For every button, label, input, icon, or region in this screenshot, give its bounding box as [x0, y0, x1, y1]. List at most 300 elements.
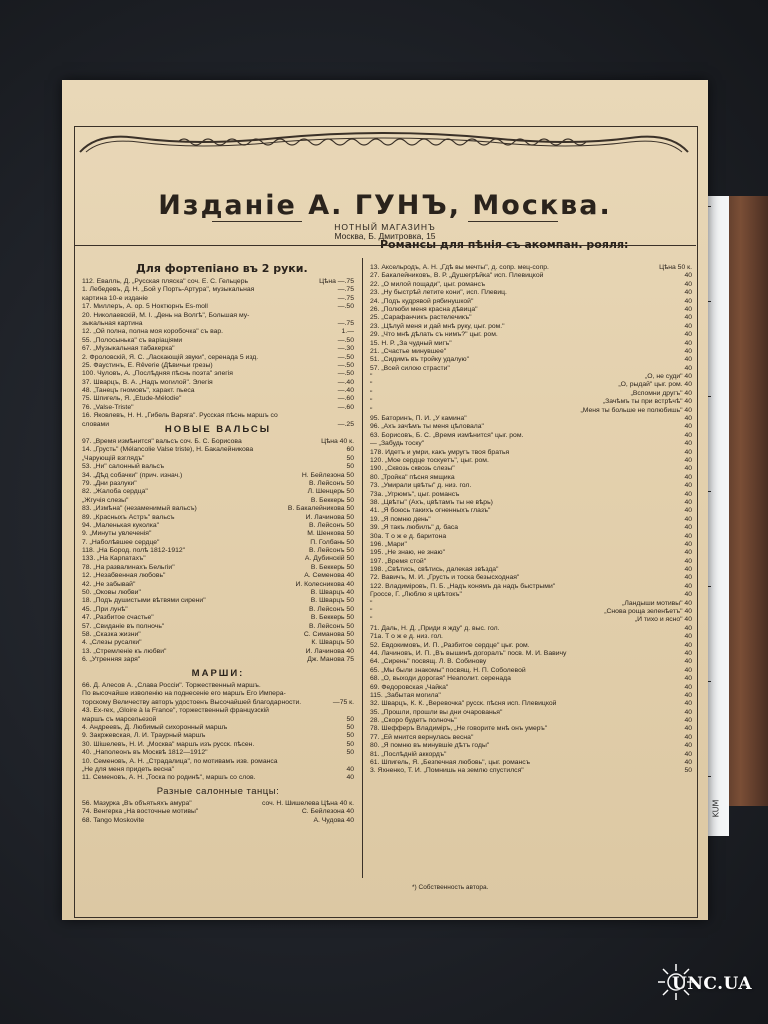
entry-title: 96. „Ахъ зачѣмъ ты меня цѣловала": [370, 423, 484, 431]
entry-price: С. Симанова 50: [303, 630, 354, 638]
catalog-sheet: [62, 80, 708, 920]
entry-price: В. Лейсонъ 50: [308, 605, 354, 613]
catalog-entry: [82, 707, 354, 715]
entry-title: 76. „Valse-Triste": [82, 403, 134, 411]
catalog-entry: [370, 533, 692, 541]
entry-title: 12. „Ой полна, полна моя коробочка" съ вар.: [82, 328, 224, 336]
entry-price: В. Шварцъ 40: [310, 589, 354, 597]
entry-title: 29. „Что мнѣ дѣлать съ нимъ?" цыг. ром.: [370, 331, 498, 339]
catalog-entry: [82, 631, 354, 639]
catalog-entry: [370, 700, 692, 708]
entry-price: 40: [684, 297, 692, 305]
catalog-entry: [82, 328, 354, 336]
entry-price: 40: [684, 314, 692, 322]
entry-title: 42. „Не забывай": [82, 580, 136, 588]
entry-title: 82. „Жалоба сердца": [82, 488, 148, 496]
entry-title: „Чарующій взглядъ": [82, 454, 145, 462]
entry-price: 40: [684, 431, 692, 439]
catalog-entry: [82, 648, 354, 656]
catalog-entry: [370, 423, 692, 431]
entry-price: А. Чудова 40: [313, 816, 354, 824]
entry-title: 115. „Забытая могила": [370, 691, 441, 699]
watermark: [656, 962, 760, 1008]
catalog-entry: [82, 774, 354, 782]
catalog-entry: [82, 320, 354, 328]
page-title: Изданіе А. ГУНЪ, Москва.: [158, 190, 612, 221]
ruler-brand-label: KUM: [711, 799, 721, 818]
entry-price: 40: [346, 765, 354, 773]
march-list: [82, 682, 354, 783]
catalog-entry: [370, 482, 692, 490]
catalog-entry: [370, 449, 692, 457]
catalog-entry: [370, 356, 692, 364]
entry-title: 196. „Мари": [370, 540, 407, 548]
entry-price: 50: [346, 715, 354, 723]
entry-price: 40: [684, 750, 692, 758]
entry-title: 6. „Утренняя заря": [82, 656, 141, 664]
catalog-entry: [370, 767, 692, 775]
entry-price: 40: [684, 624, 692, 632]
entry-title: 25. Фаустинъ, Е. Rêverie (Дѣвичьи грезы): [82, 361, 213, 369]
catalog-entry: [370, 742, 692, 750]
entry-price: 40: [684, 507, 692, 515]
entry-title: 61. Шпигель, Я. „Безпечная любовь", цыг. романсъ: [370, 759, 530, 767]
entry-price: И. Колесникова 40: [295, 580, 354, 588]
entry-title: 66. Д. Алесов А. „Слава Россіи". Торжественный маршъ.: [82, 682, 261, 689]
entry-title: 12. „Незабвенная любовь": [82, 572, 166, 580]
entry-price: 40: [684, 339, 692, 347]
entry-price: 40: [684, 456, 692, 464]
catalog-entry: [370, 289, 692, 297]
catalog-entry: [370, 642, 692, 650]
catalog-entry: [370, 516, 692, 524]
catalog-entry: [370, 348, 692, 356]
entry-title: 23. „Ну быстрѣй летите кони", исп. Плевиц.: [370, 289, 507, 297]
catalog-entry: [82, 614, 354, 622]
catalog-entry: [82, 278, 354, 286]
entry-title: 122. Владиміровъ, П. Б. „Надъ конямъ да надъ быстрыми": [370, 582, 556, 590]
catalog-entry: [370, 675, 692, 683]
watermark-text: UNC.UA: [672, 974, 753, 994]
catalog-entry: [370, 407, 692, 415]
entry-title: 34. „Дѣд собачки" (прич. изнач.): [82, 471, 183, 479]
entry-title: ": [370, 608, 373, 616]
entry-title: 89. „Красныхъ Астръ" вальсъ: [82, 513, 175, 521]
catalog-entry: [82, 682, 354, 690]
catalog-entry: [370, 306, 692, 314]
entry-price: —.40: [337, 387, 354, 395]
catalog-entry: [370, 264, 692, 272]
catalog-entry: [82, 555, 354, 563]
entry-title: 30. Шішелевъ, Н. И. „Москва" маршъ изъ русск. пѣсен.: [82, 740, 255, 748]
catalog-entry: [370, 281, 692, 289]
footnote: *) Собственность автора.: [412, 884, 489, 891]
catalog-entry: [370, 549, 692, 557]
entry-price: 50: [346, 749, 354, 757]
entry-price: Н. Бейлезона 50: [301, 471, 354, 479]
entry-price: 40: [684, 700, 692, 708]
entry-title: 30а. Т о ж е д. баритона: [370, 532, 447, 540]
entry-price: 40: [684, 364, 692, 372]
catalog-entry: [370, 633, 692, 641]
catalog-entry: [82, 488, 354, 496]
catalog-entry: [370, 574, 692, 582]
catalog-entry: [370, 600, 692, 608]
entry-price: 40: [684, 540, 692, 548]
catalog-entry: [82, 581, 354, 589]
catalog-entry: [82, 295, 354, 303]
entry-price: „И тихо и ясно" 40: [634, 616, 692, 624]
catalog-entry: [370, 566, 692, 574]
entry-title: 52. Евдокимовъ, И. П. „Разбитое сердце" цыг. ром.: [370, 641, 530, 649]
entry-price: В. Шварцъ 50: [310, 597, 354, 605]
entry-title: 133. „На Карпатахъ": [82, 555, 146, 563]
entry-price: 40: [684, 532, 692, 540]
catalog-entry: [370, 541, 692, 549]
publisher-address: Москва, Б. Дмитровка, 15: [334, 231, 436, 241]
catalog-entry: [370, 415, 692, 423]
entry-title: 55. „Полосынька" съ варіаціями: [82, 336, 183, 344]
waltz-list: [82, 438, 354, 665]
catalog-entry: [82, 514, 354, 522]
entry-title: 73. „Умирали цвѣты" д. низ. гол.: [370, 482, 472, 490]
entry-title: словами: [82, 420, 110, 428]
catalog-entry: [82, 749, 354, 757]
catalog-entry: [82, 387, 354, 395]
entry-price: „О, не суди" 40: [645, 373, 692, 381]
entry-price: —.75: [337, 286, 354, 294]
catalog-entry: [82, 395, 354, 403]
entry-price: 40: [684, 742, 692, 750]
entry-title: 28. „Скоро будетъ полночь": [370, 717, 457, 725]
entry-price: К. Шварцъ 50: [311, 639, 354, 647]
column-divider: [362, 258, 363, 878]
entry-price: —.75: [337, 319, 354, 327]
entry-price: В. Лейсонъ 50: [308, 547, 354, 555]
entry-title: 45. „При лунѣ": [82, 605, 128, 613]
catalog-entry: [82, 337, 354, 345]
entry-price: —.60: [337, 395, 354, 403]
entry-price: 40: [684, 649, 692, 657]
entry-title: 47. „Разбитое счастье": [82, 614, 154, 622]
entry-price: 40: [684, 641, 692, 649]
catalog-entry: [370, 717, 692, 725]
piano-list: [82, 278, 354, 429]
entry-price: —.50: [337, 336, 354, 344]
entry-price: 40: [684, 322, 692, 330]
entry-title: 68. „О, выходи дорогая" Неаполит. серенада: [370, 675, 511, 683]
entry-title: 3. Яхненко, Т. И. „Помнишь на землю спустился": [370, 767, 524, 775]
entry-price: „Вспомни другъ" 40: [630, 389, 692, 397]
entry-title: 14. „Грусть" (Mélancolie Valse triste), Н. Бакалейникова: [82, 446, 254, 454]
entry-title: 190. „Сквозь сквозь слезы": [370, 465, 455, 473]
romance-list: [370, 264, 692, 776]
entry-title: 44. Лачиновъ, И. П. „Въ вышинѣ догоралъ" посв. М. И. Вавичу: [370, 649, 567, 657]
catalog-entry: [370, 625, 692, 633]
catalog-entry: [82, 455, 354, 463]
entry-title: — „Забудь тоску": [370, 440, 425, 448]
entry-price: 40: [684, 733, 692, 741]
entry-price: „Снова роща зеленѣетъ" 40: [604, 608, 692, 616]
catalog-entry: [370, 667, 692, 675]
entry-title: „Жгучія слезы": [82, 496, 129, 504]
catalog-entry: [82, 690, 354, 698]
entry-price: 40: [684, 691, 692, 699]
catalog-entry: [82, 766, 354, 774]
catalog-entry: [82, 547, 354, 555]
entry-title: 4. „Слезы русалки": [82, 639, 142, 647]
entry-title: 197. „Время стой": [370, 557, 427, 565]
entry-title: 56. Мазурка „Въ объятьяхъ амура": [82, 800, 192, 807]
entry-price: 50: [346, 740, 354, 748]
entry-price: 40: [684, 440, 692, 448]
entry-price: —.40: [337, 378, 354, 386]
entry-title: 50. „Оковы любви": [82, 589, 141, 597]
catalog-entry: [82, 480, 354, 488]
entry-title: ": [370, 616, 373, 624]
entry-title: 24. „Подъ кудрявой рябинушкой": [370, 297, 474, 305]
entry-title: 97. „Время измѣнится" вальсъ соч. Б. С. Борисова: [82, 438, 242, 445]
entry-title: ": [370, 381, 373, 389]
catalog-entry: [82, 656, 354, 664]
entry-price: 50: [684, 767, 692, 775]
entry-price: 50: [346, 463, 354, 471]
entry-title: 51. „Сидимъ въ тройку удалую": [370, 356, 469, 364]
catalog-entry: [82, 505, 354, 513]
entry-price: соч. Н. Шишелева Цѣна 40 к.: [261, 800, 354, 807]
catalog-entry: [82, 303, 354, 311]
entry-price: В. Беккерь 50: [310, 614, 354, 622]
catalog-entry: [82, 606, 354, 614]
entry-title: 38. „Цвѣты" (Ахъ, цвѣтамъ ты не вѣрь): [370, 498, 493, 506]
catalog-entry: [82, 732, 354, 740]
entry-price: „Ландыши мотивы" 40: [622, 599, 692, 607]
dance-heading: Разные салонные танцы:: [156, 786, 280, 797]
dance-list: [82, 800, 354, 825]
catalog-entry: [82, 446, 354, 454]
entry-title: 57. „Свиданіе въ полночь": [82, 622, 165, 630]
entry-title: 15. Н. Р. „За чудный мигъ": [370, 339, 452, 347]
entry-price: —75 к.: [332, 698, 354, 706]
entry-title: 64. „Сирень" посвящ. Л. В. Собинову: [370, 658, 487, 666]
entry-title: 65. „Мы были знакомы" посвящ. Н. П. Соболевой: [370, 666, 526, 674]
entry-title: 75. Шпигель, Я. „Etude-Mélodie": [82, 395, 182, 403]
catalog-entry: [82, 345, 354, 353]
entry-price: 40: [684, 289, 692, 297]
entry-price: 40: [684, 717, 692, 725]
entry-price: Дж. Манова 75: [307, 656, 354, 664]
catalog-entry: [370, 331, 692, 339]
entry-price: „Зачѣмъ ты при встрѣчѣ" 40: [602, 398, 692, 406]
catalog-entry: [370, 684, 692, 692]
entry-title: 41. „Я боюсь такихъ огненныхъ глазъ": [370, 507, 491, 515]
catalog-entry: [82, 370, 354, 378]
entry-price: 40: [684, 473, 692, 481]
entry-price: 40: [684, 482, 692, 490]
catalog-entry: [370, 692, 692, 700]
catalog-entry: [370, 507, 692, 515]
entry-title: 118. „На Бород. полѣ 1812-1912": [82, 547, 186, 555]
catalog-entry: [370, 751, 692, 759]
catalog-entry: [82, 758, 354, 766]
entry-title: По высочайше изволенію на поднесеніе его маршъ Его Импера-: [82, 690, 286, 698]
entry-price: 40: [684, 708, 692, 716]
catalog-entry: [370, 491, 692, 499]
catalog-entry: [370, 558, 692, 566]
entry-price: —.75: [337, 294, 354, 302]
catalog-entry: [82, 463, 354, 471]
entry-title: 63. Борисовъ, Б. С. „Время измѣнится" цыг. ром.: [370, 431, 524, 439]
entry-title: 20. Николаевскій, М. І. „День на Волгѣ", Большая му-: [82, 311, 250, 319]
entry-title: 43. Ex-rex, „Gloire à la France", торжественный французскій: [82, 707, 269, 715]
catalog-entry: [82, 522, 354, 530]
catalog-entry: [82, 286, 354, 294]
entry-price: 40: [684, 498, 692, 506]
catalog-entry: [82, 497, 354, 505]
entry-title: 22. „О милой пощади", цыг. романсъ: [370, 280, 486, 288]
catalog-entry: [82, 564, 354, 572]
catalog-entry: [82, 623, 354, 631]
entry-price: „О, рыдай" цыг. ром. 40: [618, 381, 692, 389]
entry-title: 71. Даль, Н. Д. „Приди я жду" д. выс. гол.: [370, 624, 500, 632]
entry-price: 40: [684, 759, 692, 767]
entry-title: 23. „Цѣлуй меня и дай мнѣ руку, цыг. ром.": [370, 322, 505, 330]
entry-title: ": [370, 398, 373, 406]
catalog-entry: [370, 340, 692, 348]
catalog-entry: [82, 472, 354, 480]
entry-title: 32. Шварцъ, К. К. „Веревочка" русск. пѣсня исп. Плевицкой: [370, 700, 557, 708]
entry-title: 7. „Наболѣвшее сердце": [82, 538, 160, 546]
entry-title: 67. „Музыкальная табакерка": [82, 345, 175, 353]
entry-title: 10. Семеновъ, А. Н. „Страдалица", по мотивамъ изв. романса: [82, 757, 278, 765]
entry-price: 40: [684, 582, 692, 590]
catalog-entry: [370, 398, 692, 406]
entry-price: 40: [684, 423, 692, 431]
entry-title: 21. „Счастье минувшее": [370, 347, 447, 355]
entry-price: 40: [684, 666, 692, 674]
entry-title: 195. „Не знаю, не знаю": [370, 549, 446, 557]
entry-title: 68. Tango Moskovite: [82, 816, 145, 824]
entry-price: 40: [684, 448, 692, 456]
entry-price: 40: [684, 465, 692, 473]
catalog-entry: [370, 499, 692, 507]
catalog-entry: [370, 390, 692, 398]
catalog-entry: [82, 639, 354, 647]
catalog-entry: [82, 362, 354, 370]
entry-price: 40: [684, 549, 692, 557]
entry-price: В. Лейсонъ 50: [308, 521, 354, 529]
catalog-entry: [82, 699, 354, 707]
catalog-entry: [370, 465, 692, 473]
entry-title: 18. „Подъ душистыми вѣтвями сирени": [82, 597, 206, 605]
catalog-entry: [370, 432, 692, 440]
romance-heading: Романсы для пѣнія съ акомпан. рояля:: [380, 238, 629, 251]
entry-title: 13. Аксельродъ, А. Н. „Гдѣ вы мечты", д. сопр. мец-сопр.: [370, 264, 549, 271]
entry-title: 81. „Послѣдній аккордъ": [370, 750, 447, 758]
entry-title: 78. Шефферъ Владиміръ, „Не говорите мнѣ онъ умеръ": [370, 725, 548, 733]
catalog-entry: [370, 323, 692, 331]
march-heading: МАРШИ:: [191, 668, 245, 679]
entry-title: 77. „Ей мнится вернулась весна": [370, 733, 474, 741]
catalog-entry: [370, 725, 692, 733]
entry-title: 57. „Всей силою страсти": [370, 364, 450, 372]
catalog-entry: [370, 650, 692, 658]
catalog-entry: [370, 591, 692, 599]
entry-title: 58. „Сказка жизни": [82, 630, 141, 638]
entry-price: 40: [684, 725, 692, 733]
entry-title: 17. Миллеръ, А. ор. 5 Ноктюрнъ Es-moll: [82, 303, 208, 311]
entry-price: 40: [684, 524, 692, 532]
entry-price: 40: [684, 574, 692, 582]
entry-title: 27. Бакалейниковъ, В. Р. „Душегрѣйка" исп. Плевицкой: [370, 272, 544, 280]
entry-price: 60: [346, 446, 354, 454]
entry-title: 100. Чуловъ, А. „Послѣдняя пѣснь поэта" элегія: [82, 370, 233, 378]
catalog-entry: [82, 539, 354, 547]
entry-price: И. Лачинова 50: [305, 513, 354, 521]
entry-title: 48. „Танецъ гномовъ", характ. пьеса: [82, 387, 195, 395]
entry-title: картина 10-е изданіе: [82, 294, 148, 302]
entry-price: 50: [346, 732, 354, 740]
entry-title: 19. „Я помню день": [370, 515, 431, 523]
entry-title: 71а. Т о ж е д. низ. гол.: [370, 633, 443, 641]
entry-title: 53. „Ни" салонный вальсъ: [82, 463, 165, 471]
entry-price: —.50: [337, 370, 354, 378]
entry-title: 94. „Маленькая куколка": [82, 521, 160, 529]
entry-title: 37. Шварцъ, В. А. „Надъ могилой". Элегія: [82, 378, 213, 386]
catalog-entry: [82, 412, 354, 420]
entry-price: А. Семенова 40: [304, 572, 354, 580]
entry-price: В. Лейсонъ 50: [308, 479, 354, 487]
entry-price: П. Голбань 50: [310, 538, 354, 546]
entry-title: 4. Андреевъ, Д. Любимый сихоронный маршъ: [82, 723, 228, 731]
entry-price: 40: [684, 658, 692, 666]
entry-price: 50: [346, 454, 354, 462]
entry-title: 13. „Стремленіе къ любви": [82, 647, 167, 655]
entry-title: 74. Венгерка „На восточные мотивы": [82, 808, 199, 816]
catalog-entry: [82, 741, 354, 749]
entry-title: 80. „Тройка" пѣсня ямщика: [370, 473, 455, 481]
catalog-entry: [370, 440, 692, 448]
entry-price: И. Лачинова 40: [305, 647, 354, 655]
entry-price: 50: [346, 723, 354, 731]
entry-title: Гроссе, Г. „Люблю я цвѣтокъ": [370, 591, 462, 599]
entry-title: 69. Федоровская „Чайка": [370, 683, 449, 691]
entry-title: 95. Баторинъ, П. И. „У камина": [370, 415, 467, 423]
catalog-entry: [82, 572, 354, 580]
entry-title: 112. Евалль, Д. „Русская пляска" соч. Е. С. Гельцерь: [82, 278, 249, 285]
entry-price: 40: [684, 633, 692, 641]
entry-title: 26. „Полюби меня красна дѣвица": [370, 305, 478, 313]
catalog-entry: [82, 438, 354, 446]
entry-title: 79. „Дни разлуки": [82, 479, 137, 487]
entry-title: 25. „Сарафанчикъ растелечикъ": [370, 314, 472, 322]
entry-price: 1.—: [341, 328, 354, 336]
ornamental-header-border: [78, 130, 690, 156]
entry-price: 40: [684, 557, 692, 565]
entry-price: 40: [684, 272, 692, 280]
entry-price: 40: [684, 356, 692, 364]
entry-price: В. Беккерь 50: [310, 563, 354, 571]
entry-price: 40: [684, 415, 692, 423]
catalog-entry: [370, 608, 692, 616]
entry-title: 198. „Свѣтись, свѣтись, далекая звѣзда": [370, 566, 499, 574]
catalog-entry: [370, 524, 692, 532]
entry-price: —.50: [337, 303, 354, 311]
entry-title: 2. Фроловскій, Я. С. „Ласкающій звуки", серенада 5 изд.: [82, 353, 259, 361]
publisher-subtitle: НОТНЫЙ МАГАЗИНЪ: [334, 222, 436, 232]
entry-price: А. Дубинскій 50: [304, 555, 354, 563]
catalog-entry: [370, 272, 692, 280]
